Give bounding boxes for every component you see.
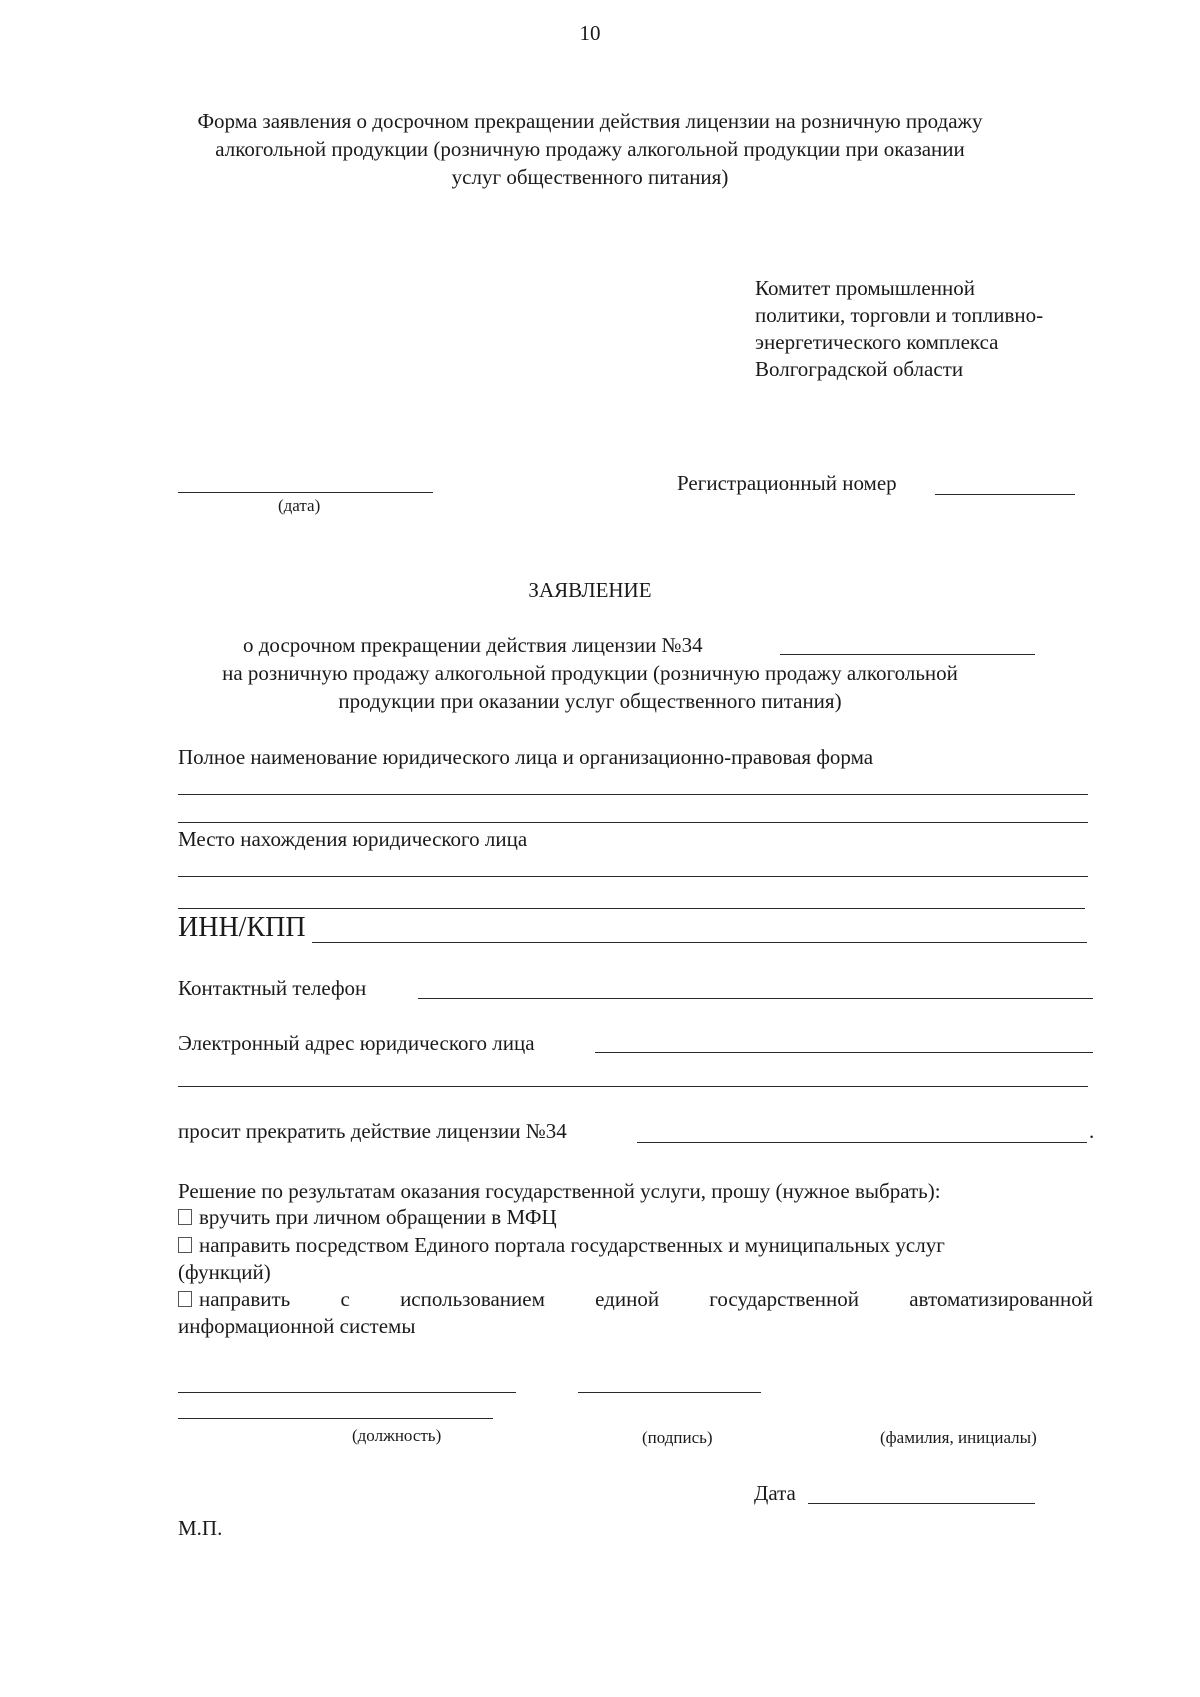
addressee-line-3: энергетического комплекса: [755, 330, 999, 354]
phone-input-line[interactable]: [418, 998, 1093, 999]
form-title-line-1: Форма заявления о досрочном прекращении действия лицензии на розничную продажу: [197, 109, 983, 133]
name-caption: (фамилия, инициалы): [880, 1428, 1037, 1447]
option-1-label: вручить при личном обращении в МФЦ: [199, 1205, 557, 1229]
subheading-line-3: продукции при оказании услуг общественного питания): [338, 689, 842, 713]
location-label: Место нахождения юридического лица: [178, 827, 528, 851]
addressee-line-2: политики, торговли и топливно-: [755, 303, 1044, 327]
stamp-label: М.П.: [178, 1516, 223, 1540]
date-input-line[interactable]: [178, 492, 433, 493]
option-3-label: направить с использованием единой государственной автоматизированной: [199, 1287, 1093, 1311]
decision-intro: Решение по результатам оказания государственной услуги, прошу (нужное выбрать):: [178, 1179, 941, 1203]
signature-caption: (подпись): [642, 1428, 713, 1447]
option-3-label-cont: информационной системы: [178, 1314, 416, 1338]
position-caption: (должность): [352, 1426, 442, 1445]
phone-label: Контактный телефон: [178, 976, 367, 1000]
option-2-label-cont: (функций): [178, 1260, 271, 1284]
inn-label: ИНН/КПП: [178, 912, 306, 943]
form-title-line-3: услуг общественного питания): [451, 165, 729, 189]
subheading-line-1: о досрочном прекращении действия лицензии №34: [243, 633, 703, 657]
form-title-line-2: алкогольной продукции (розничную продажу алкогольной продукции при оказании: [215, 137, 965, 161]
option-2-row[interactable]: [178, 1232, 945, 1258]
reg-number-label: Регистрационный номер: [677, 471, 897, 495]
license-number-input-line[interactable]: [780, 654, 1035, 655]
addressee-line-4: Волгоградской области: [755, 357, 964, 381]
page-number: 10: [579, 21, 601, 45]
inn-input-line[interactable]: [312, 942, 1087, 943]
request-license-input-line[interactable]: [637, 1142, 1087, 1143]
option-2-label: направить посредством Единого портала государственных и муниципальных услуг: [199, 1233, 945, 1257]
email-input-line-1[interactable]: [595, 1052, 1093, 1053]
location-input-line-2[interactable]: [178, 908, 1085, 909]
location-input-line-1[interactable]: [178, 876, 1088, 877]
option-3-checkbox[interactable]: [178, 1291, 192, 1307]
full-name-label: Полное наименование юридического лица и организационно-правовая форма: [178, 745, 874, 769]
option-2-checkbox[interactable]: [178, 1237, 192, 1253]
addressee-line-1: Комитет промышленной: [755, 276, 975, 300]
subheading-line-2: на розничную продажу алкогольной продукции (розничную продажу алкогольной: [222, 661, 958, 685]
option-1-checkbox[interactable]: [178, 1209, 192, 1225]
position-input-line-1[interactable]: [178, 1392, 516, 1393]
signature-input-line[interactable]: [578, 1392, 761, 1393]
bottom-date-input-line[interactable]: [808, 1503, 1035, 1504]
option-3-row[interactable]: [178, 1286, 1093, 1312]
full-name-input-line-1[interactable]: [178, 794, 1088, 795]
email-input-line-2[interactable]: [178, 1086, 1088, 1087]
full-name-input-line-2[interactable]: [178, 822, 1088, 823]
date-caption: (дата): [278, 496, 321, 515]
heading: ЗАЯВЛЕНИЕ: [528, 578, 652, 602]
reg-number-input-line[interactable]: [935, 494, 1075, 495]
option-1-row[interactable]: [178, 1204, 557, 1230]
position-input-line-2[interactable]: [178, 1418, 493, 1419]
request-text: просит прекратить действие лицензии №34: [178, 1119, 567, 1143]
date-label: Дата: [754, 1481, 796, 1505]
request-end-period: .: [1089, 1119, 1095, 1143]
option-3-checkbox-wrap: [178, 1286, 199, 1312]
email-label: Электронный адрес юридического лица: [178, 1031, 535, 1055]
